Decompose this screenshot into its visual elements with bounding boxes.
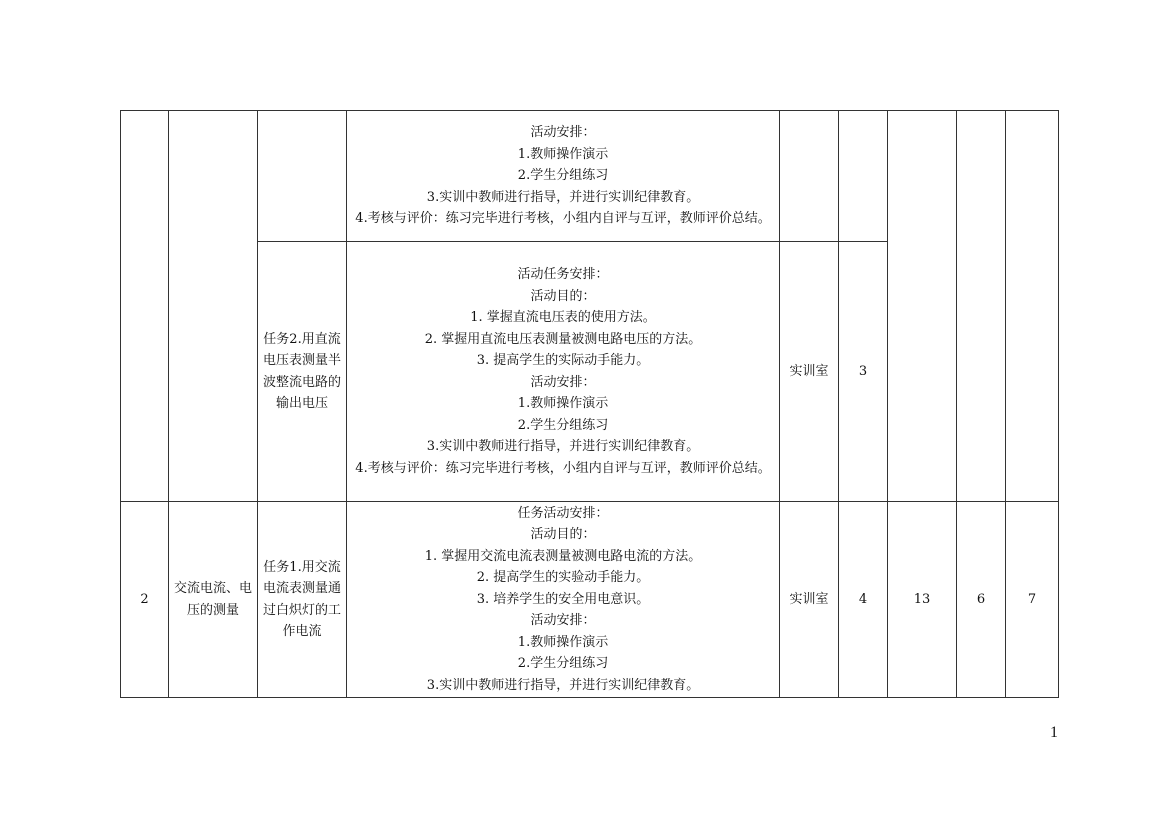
activity-line: 任务活动安排： bbox=[517, 505, 609, 521]
task-name-cell: 任务1.用交流电流表测量通过白炽灯的工作电流 bbox=[258, 502, 347, 698]
practice-hours-cell bbox=[1006, 111, 1059, 502]
activity-line: 3. 培养学生的安全用电意识。 bbox=[476, 591, 650, 607]
total-hours-cell bbox=[888, 111, 957, 502]
activity-content-cell bbox=[347, 502, 780, 698]
activity-line: 活动安排： bbox=[530, 613, 596, 629]
location-cell: 实训室 bbox=[780, 242, 839, 502]
activity-line: 4.考核与评价：练习完毕进行考核，小组内自评与互评，教师评价总结。 bbox=[355, 460, 771, 476]
hours-cell bbox=[839, 111, 888, 242]
activity-line: 活动安排： bbox=[530, 125, 596, 141]
activity-line: 活动目的： bbox=[530, 288, 596, 304]
activity-line: 2.学生分组练习 bbox=[517, 168, 609, 184]
activity-line: 3.实训中教师进行指导，并进行实训纪律教育。 bbox=[426, 439, 700, 454]
activity-content-cell bbox=[347, 242, 780, 502]
activity-line: 2. 提高学生的实验动手能力。 bbox=[476, 570, 650, 586]
table-row bbox=[121, 502, 1059, 698]
activity-line: 4.考核与评价：练习完毕进行考核，小组内自评与互评，教师评价总结。 bbox=[355, 211, 771, 227]
hours-cell: 4 bbox=[839, 502, 888, 698]
task-name-cell bbox=[258, 111, 347, 242]
activity-line: 1.教师操作演示 bbox=[517, 146, 609, 162]
theory-hours-cell: 6 bbox=[957, 502, 1006, 698]
activity-line: 3.实训中教师进行指导，并进行实训纪律教育。 bbox=[426, 189, 700, 205]
activity-line: 1. 掌握直流电压表的使用方法。 bbox=[470, 310, 656, 325]
activity-line: 3.实训中教师进行指导，并进行实训纪律教育。 bbox=[426, 677, 700, 693]
location-cell: 实训室 bbox=[780, 502, 839, 698]
total-hours-cell: 13 bbox=[888, 502, 957, 698]
activity-line: 2.学生分组练习 bbox=[517, 656, 609, 672]
practice-hours-cell: 7 bbox=[1006, 502, 1059, 698]
page-number: 1 bbox=[1050, 724, 1058, 741]
activity-line: 2. 掌握用直流电压表测量被测电路电压的方法。 bbox=[424, 331, 702, 347]
unit-name-cell bbox=[169, 111, 258, 502]
unit-name-cell: 交流电流、电压的测量 bbox=[169, 502, 258, 698]
activity-content-cell bbox=[347, 111, 780, 242]
teaching-plan-table bbox=[120, 110, 1059, 698]
theory-hours-cell bbox=[957, 111, 1006, 502]
unit-no-cell bbox=[121, 111, 169, 502]
activity-line: 1.教师操作演示 bbox=[517, 396, 609, 411]
hours-cell: 3 bbox=[839, 242, 888, 502]
unit-no-cell: 2 bbox=[121, 502, 169, 698]
table-row bbox=[121, 111, 1059, 242]
activity-line: 活动任务安排： bbox=[517, 267, 609, 282]
activity-line: 1.教师操作演示 bbox=[517, 634, 609, 650]
task-name-cell: 任务2.用直流电压表测量半波整流电路的输出电压 bbox=[258, 242, 347, 502]
location-cell bbox=[780, 111, 839, 242]
activity-line: 活动安排： bbox=[530, 374, 596, 390]
activity-line: 3. 提高学生的实际动手能力。 bbox=[476, 353, 650, 368]
activity-line: 1. 掌握用交流电流表测量被测电路电流的方法。 bbox=[424, 548, 702, 564]
activity-line: 活动目的： bbox=[530, 527, 596, 543]
activity-line: 2.学生分组练习 bbox=[517, 417, 609, 433]
